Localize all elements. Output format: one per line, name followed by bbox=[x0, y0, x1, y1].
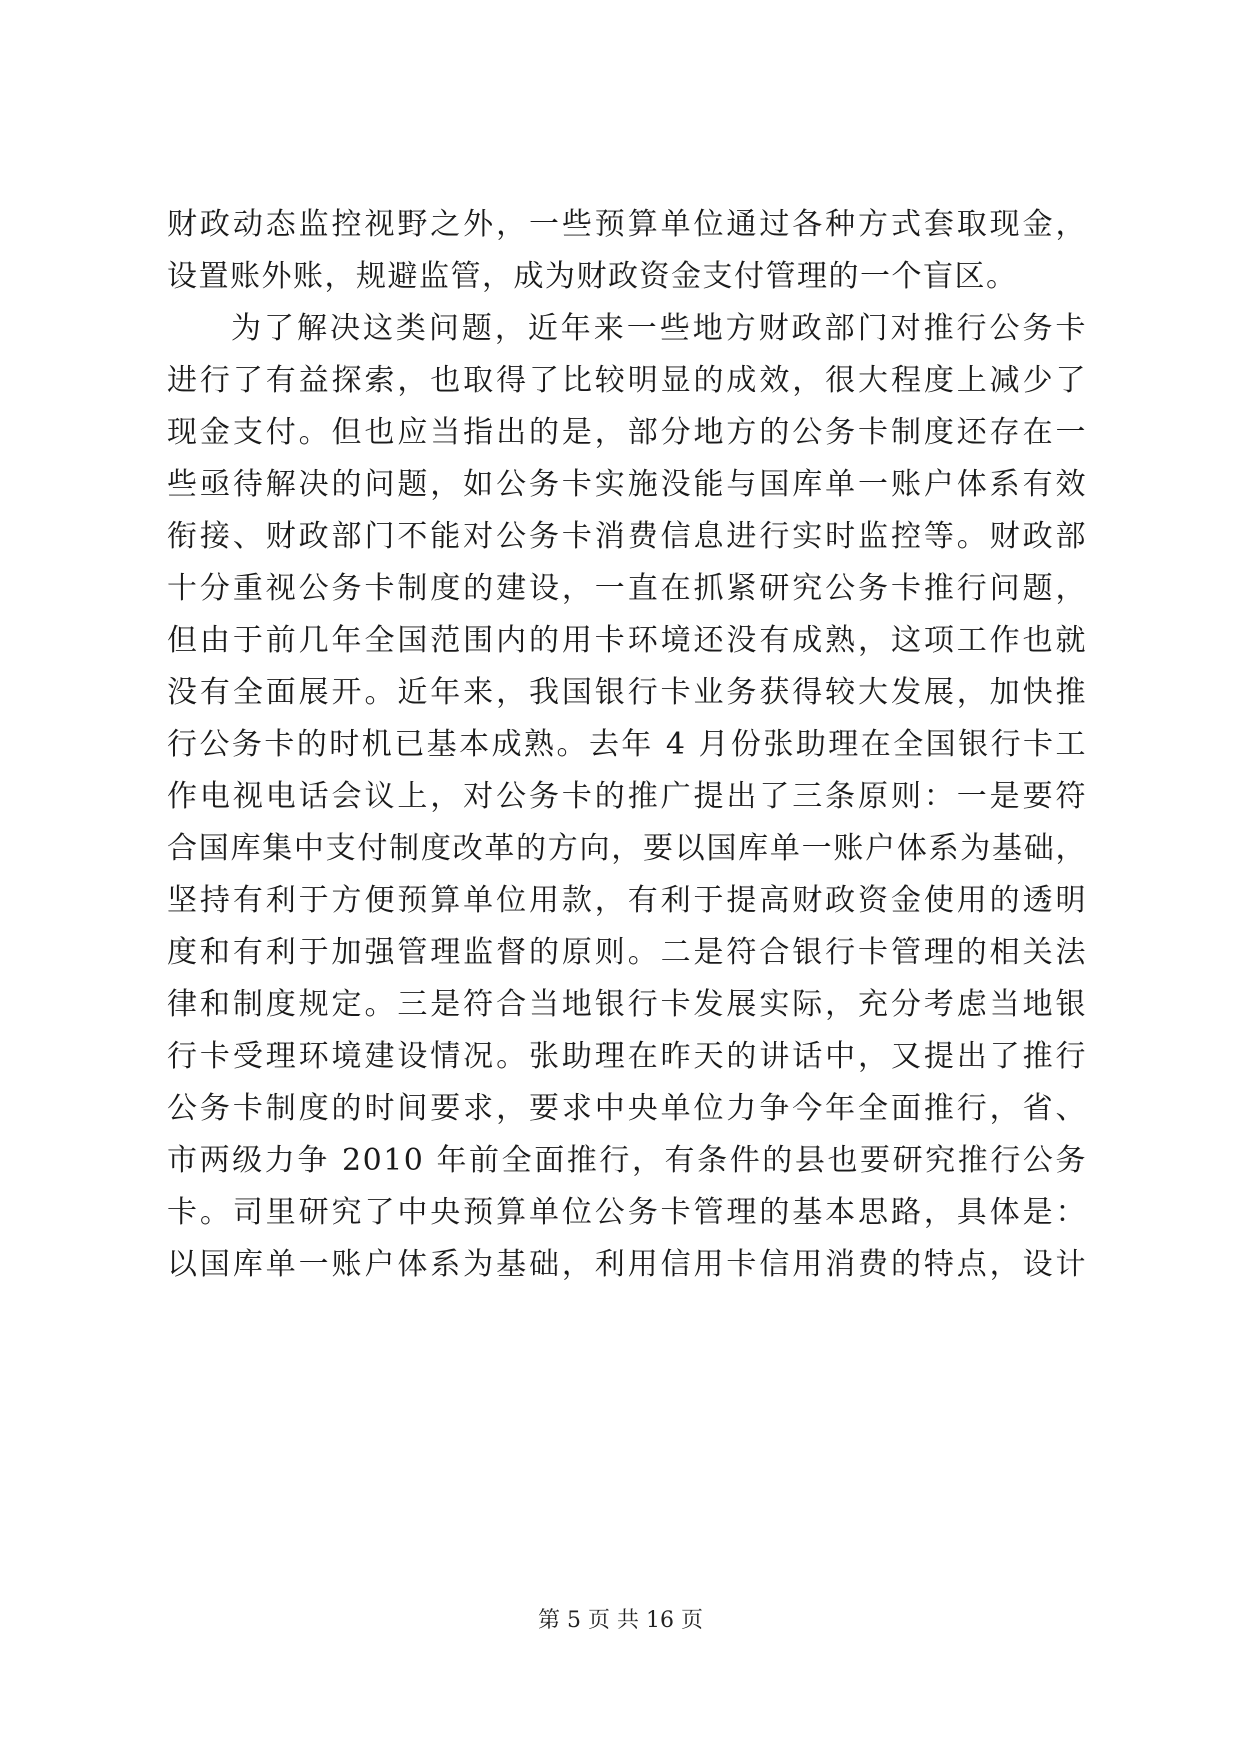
text-line: 衔接、财政部门不能对公务卡消费信息进行实时监控等。财政部 bbox=[167, 519, 1087, 554]
text-line: 财政动态监控视野之外，一些预算单位通过各种方式套取现金， bbox=[167, 207, 1087, 242]
text-line: 些亟待解决的问题，如公务卡实施没能与国库单一账户体系有效 bbox=[167, 467, 1087, 502]
text-line: 现金支付。但也应当指出的是，部分地方的公务卡制度还存在一 bbox=[167, 415, 1087, 450]
text-line: 市两级力争 2010 年前全面推行，有条件的县也要研究推行公务 bbox=[167, 1143, 1087, 1178]
text-line: 行卡受理环境建设情况。张助理在昨天的讲话中，又提出了推行 bbox=[167, 1039, 1087, 1074]
text-line: 公务卡制度的时间要求，要求中央单位力争今年全面推行，省、 bbox=[167, 1091, 1087, 1126]
text-line: 合国库集中支付制度改革的方向，要以国库单一账户体系为基础， bbox=[167, 831, 1087, 866]
text-line: 卡。司里研究了中央预算单位公务卡管理的基本思路，具体是： bbox=[167, 1195, 1087, 1230]
text-line: 行公务卡的时机已基本成熟。去年 4 月份张助理在全国银行卡工 bbox=[167, 727, 1087, 762]
page-number-footer: 第 5 页 共 16 页 bbox=[538, 1608, 703, 1633]
text-line: 没有全面展开。近年来，我国银行卡业务获得较大发展，加快推 bbox=[167, 675, 1087, 710]
text-line: 十分重视公务卡制度的建设，一直在抓紧研究公务卡推行问题， bbox=[167, 571, 1087, 606]
text-line: 度和有利于加强管理监督的原则。二是符合银行卡管理的相关法 bbox=[167, 935, 1087, 970]
text-line: 律和制度规定。三是符合当地银行卡发展实际，充分考虑当地银 bbox=[167, 987, 1087, 1022]
text-line: 设置账外账，规避监管，成为财政资金支付管理的一个盲区。 bbox=[167, 259, 1018, 294]
text-line: 以国库单一账户体系为基础，利用信用卡信用消费的特点，设计 bbox=[167, 1247, 1087, 1282]
paragraph-2 bbox=[167, 303, 1087, 1291]
text-line: 但由于前几年全国范围内的用卡环境还没有成熟，这项工作也就 bbox=[167, 623, 1087, 658]
body-text bbox=[167, 199, 1087, 1291]
text-line: 坚持有利于方便预算单位用款，有利于提高财政资金使用的透明 bbox=[167, 883, 1087, 918]
text-line: 作电视电话会议上，对公务卡的推广提出了三条原则：一是要符 bbox=[167, 779, 1087, 814]
text-line: 为了解决这类问题，近年来一些地方财政部门对推行公务卡 bbox=[231, 311, 1087, 346]
text-line: 进行了有益探索，也取得了比较明显的成效，很大程度上减少了 bbox=[167, 363, 1087, 398]
paragraph-1 bbox=[167, 199, 1087, 303]
